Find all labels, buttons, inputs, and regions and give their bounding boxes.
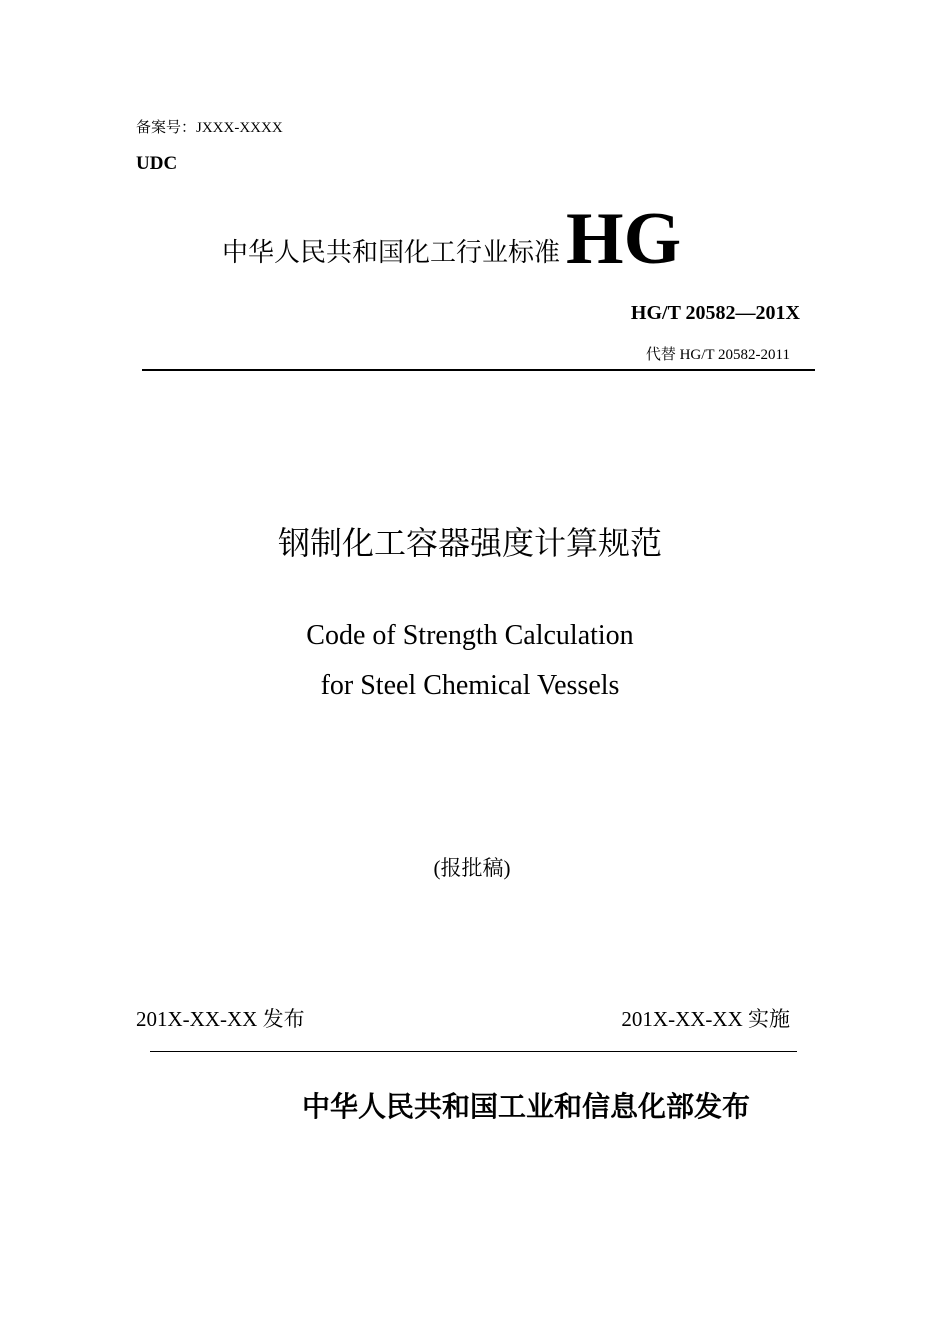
- standard-heading: [222, 196, 682, 280]
- draft-status: (报批稿): [433, 856, 511, 880]
- record-number: 备案号：JXXX-XXXX: [136, 120, 283, 136]
- issue-date: 201X-XX-XX 发布: [136, 1007, 305, 1031]
- issuing-authority: 中华人民共和国工业和信息化部发布: [302, 1090, 751, 1123]
- document-title-cn: 钢制化工容器强度计算规范: [277, 524, 662, 562]
- standard-number: HG/T 20582—201X: [630, 302, 800, 324]
- document-title-en-line2: for Steel Chemical Vessels: [320, 670, 620, 701]
- hg-logo-code: HG: [566, 198, 682, 280]
- industry-standard-name: 中华人民共和国化工行业标准: [222, 238, 561, 268]
- bottom-divider: [150, 1051, 797, 1052]
- document-title-en-line1: Code of Strength Calculation: [306, 620, 634, 651]
- top-divider: [142, 369, 815, 371]
- replaces-standard: 代替 HG/T 20582-2011: [645, 347, 790, 363]
- udc-label: UDC: [136, 153, 178, 174]
- implementation-date: 201X-XX-XX 实施: [621, 1007, 790, 1031]
